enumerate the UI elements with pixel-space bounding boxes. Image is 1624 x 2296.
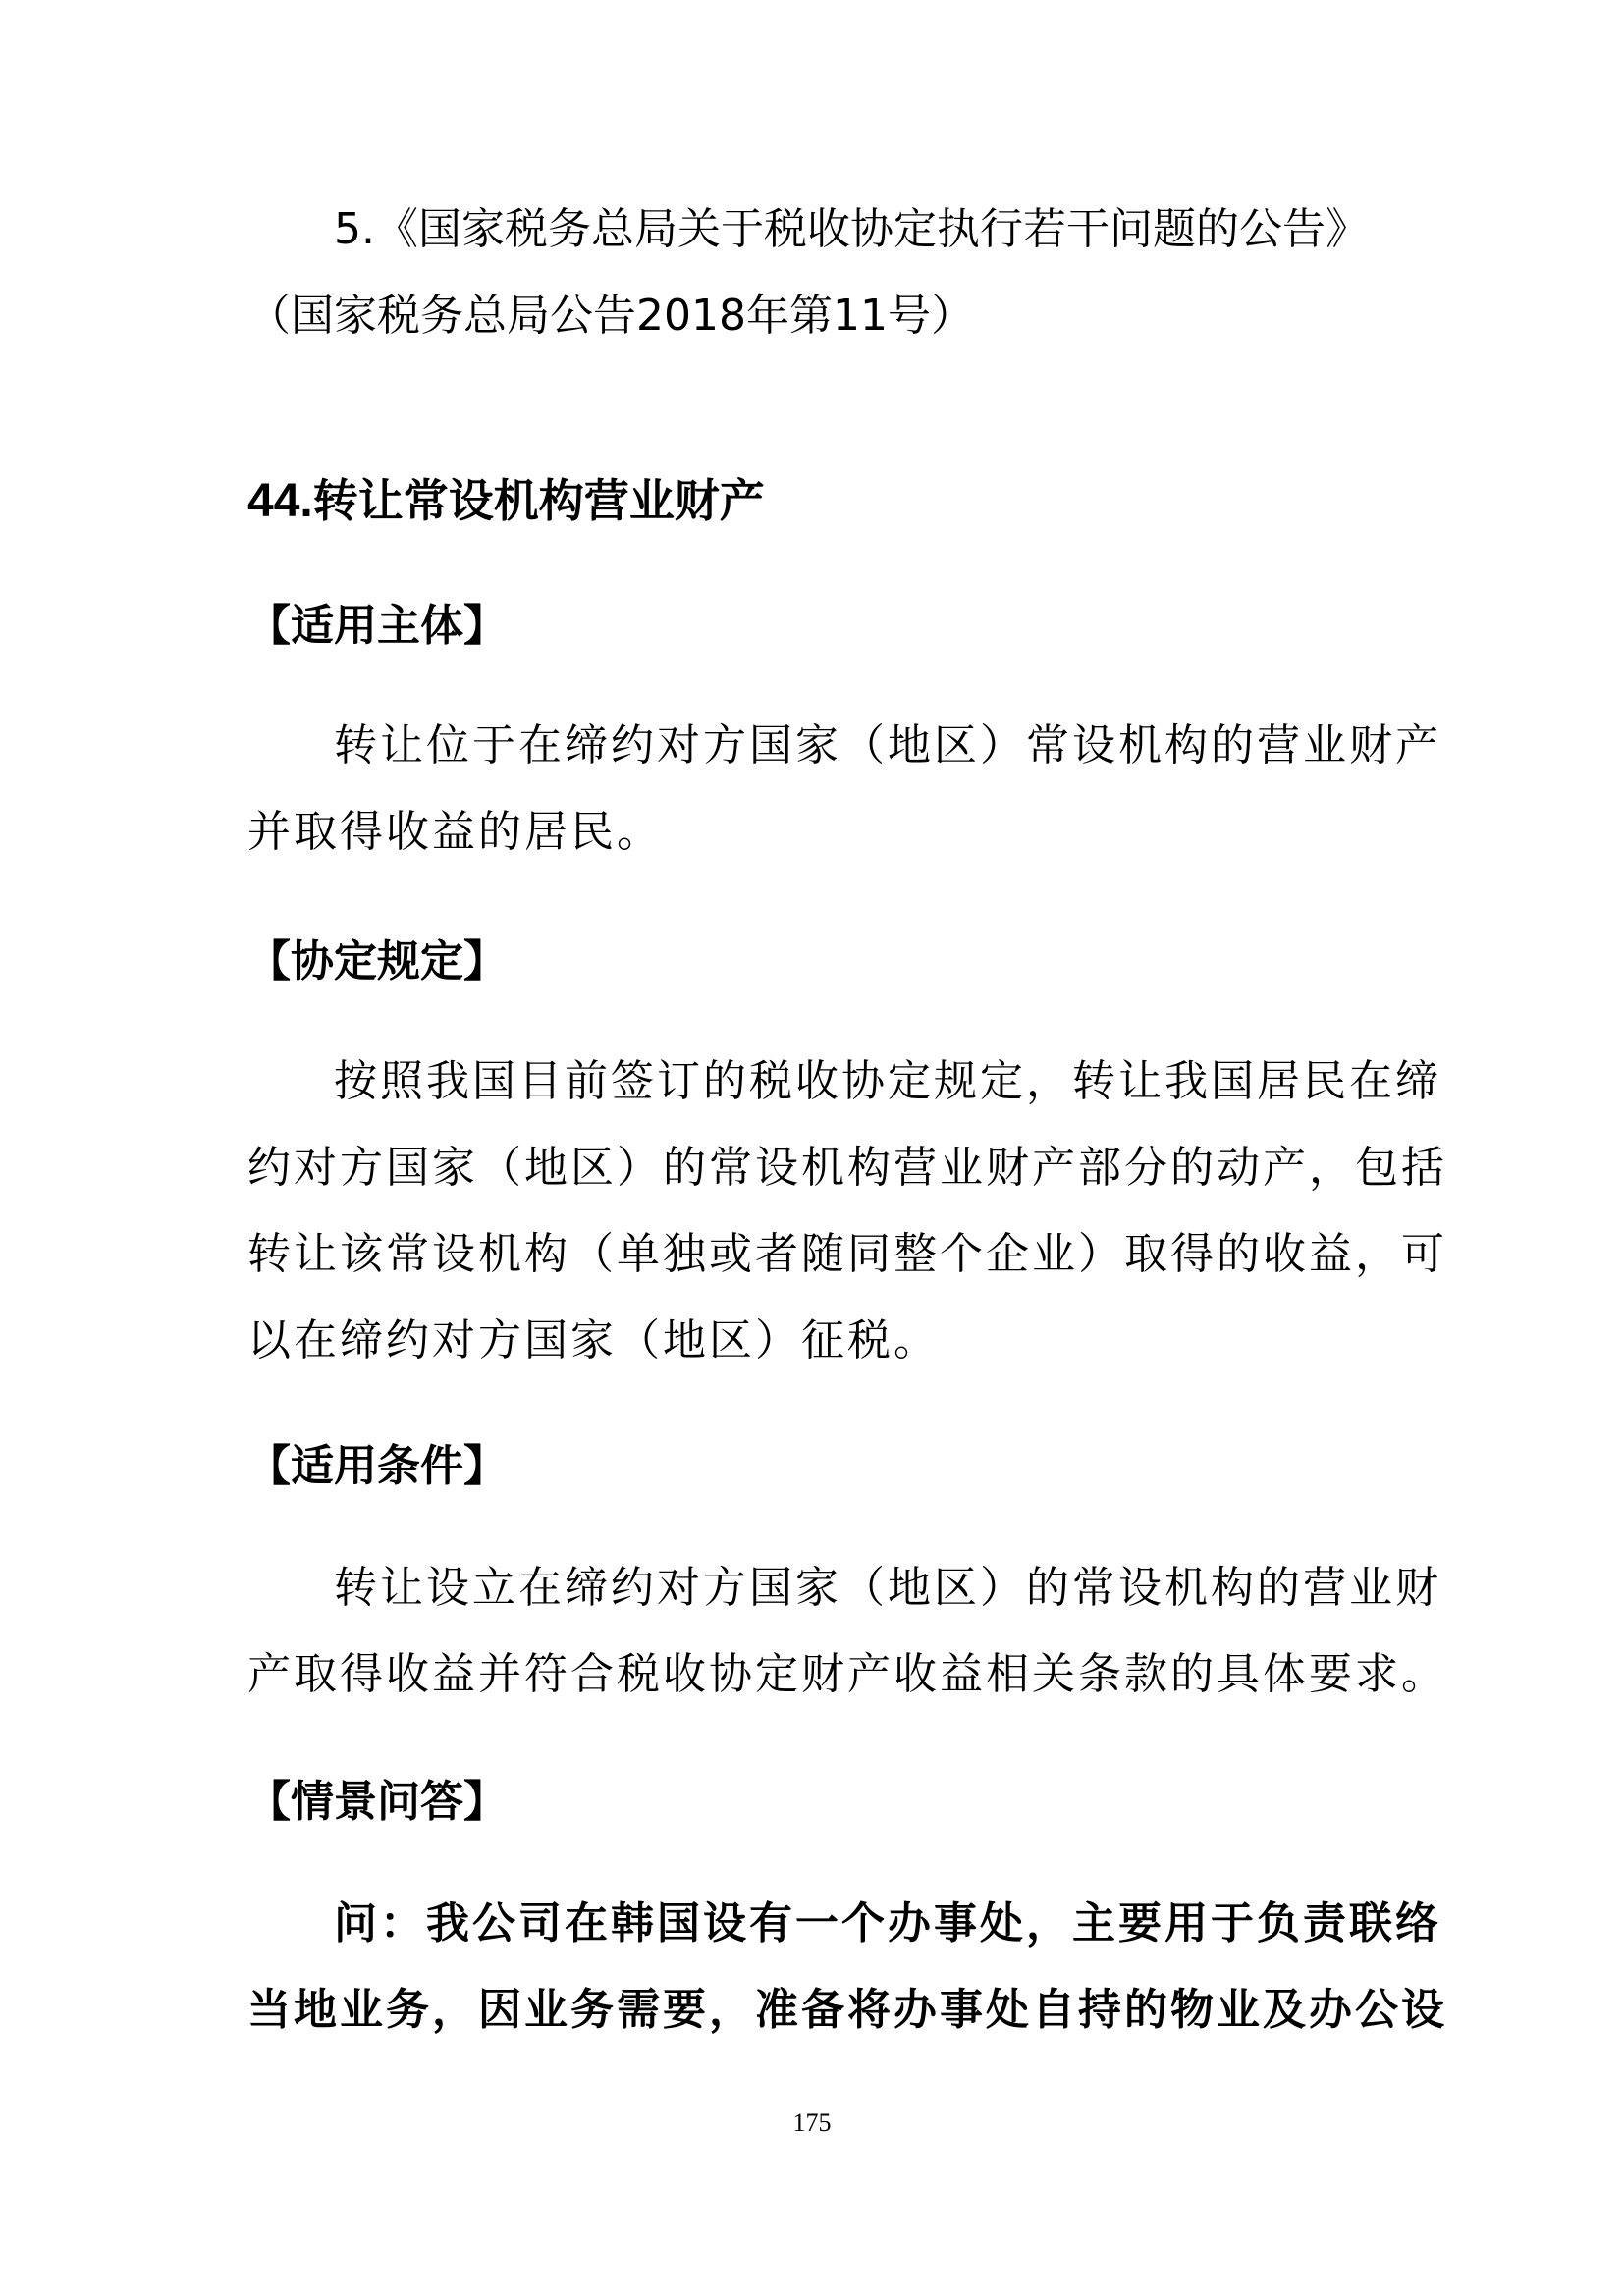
paragraph-line: 转让该常设机构（单独或者随同整个企业）取得的收益，可 [247, 1229, 1447, 1279]
reference-line-2: （国家税务总局公告2018年第11号） [247, 291, 974, 341]
label-applicable-conditions: 【适用条件】 [247, 1441, 507, 1491]
page-number: 175 [792, 2109, 832, 2137]
label-treaty-provision: 【协定规定】 [247, 936, 507, 987]
question-line: 问：我公司在韩国设有一个办事处，主要用于负责联络 [334, 1898, 1441, 1949]
section-heading [247, 471, 1386, 531]
paragraph-line: 以在缔约对方国家（地区）征税。 [247, 1315, 940, 1365]
section-number: 44. [247, 475, 313, 527]
label-applicable-subject: 【适用主体】 [247, 601, 507, 651]
question-line: 当地业务，因业务需要，准备将办事处自持的物业及办公设 [247, 1985, 1447, 2035]
paragraph-line: 转让位于在缔约对方国家（地区）常设机构的营业财产 [334, 721, 1441, 771]
section-title: 转让常设机构营业财产 [312, 474, 765, 527]
label-scenario-qa: 【情景问答】 [247, 1777, 507, 1827]
reference-line-1: 5.《国家税务总局关于税收协定执行若干问题的公告》 [334, 204, 1369, 254]
paragraph-line: 转让设立在缔约对方国家（地区）的常设机构的营业财 [334, 1563, 1441, 1613]
paragraph-line: 约对方国家（地区）的常设机构营业财产部分的动产，包括 [247, 1143, 1447, 1193]
paragraph-line: 并取得收益的居民。 [247, 807, 663, 857]
paragraph-line: 按照我国目前签订的税收协定规定，转让我国居民在缔 [334, 1056, 1441, 1106]
paragraph-line: 产取得收益并符合税收协定财产收益相关条款的具体要求。 [247, 1649, 1447, 1699]
